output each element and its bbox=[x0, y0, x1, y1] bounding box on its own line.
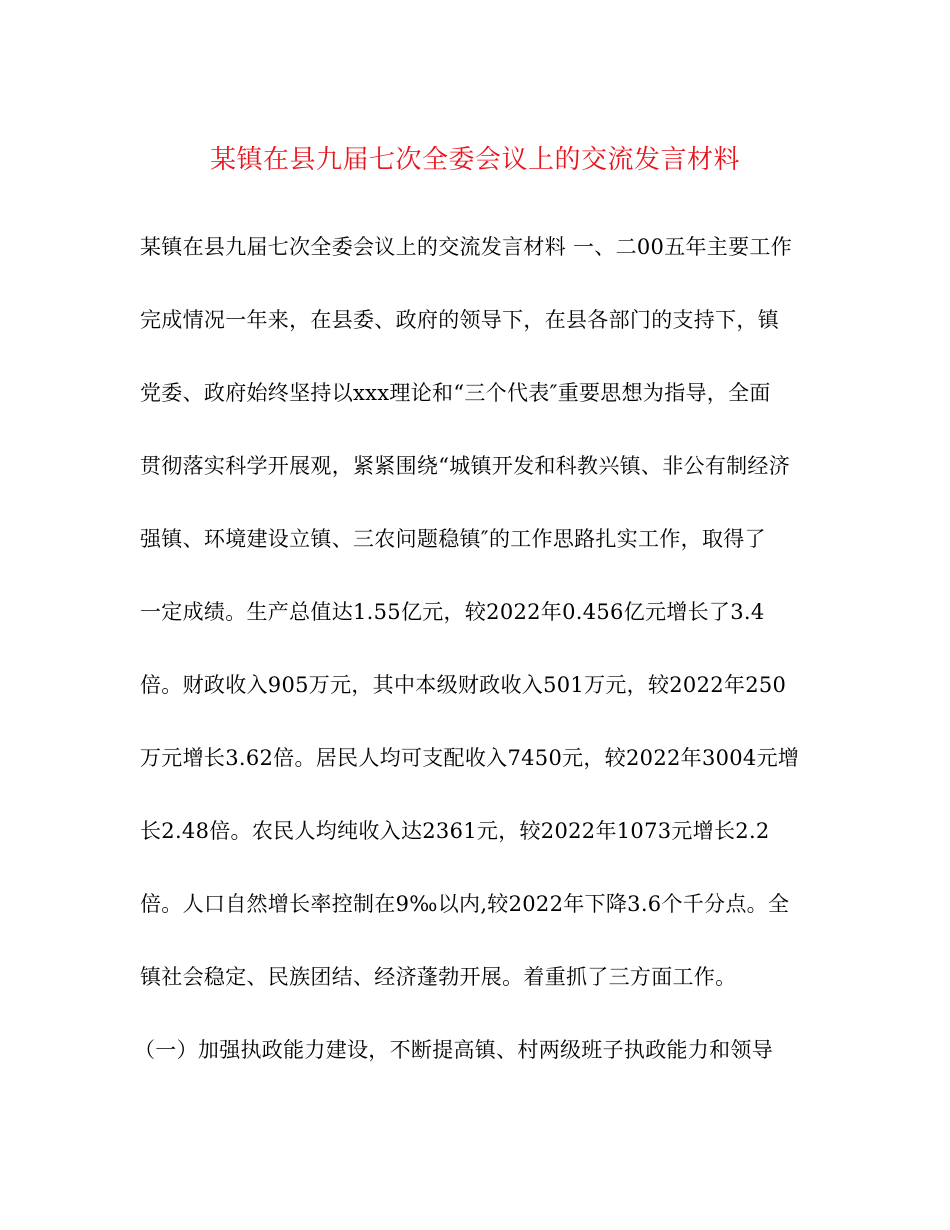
body-text-line: 倍。人口自然增长率控制在9‰以内,较2022年下降3.6个千分点。全 bbox=[140, 892, 790, 916]
body-text-line: 一定成绩。生产总值达1.55亿元，较2022年0.456亿元增长了3.4 bbox=[140, 600, 765, 624]
body-text-line: 某镇在县九届七次全委会议上的交流发言材料 一、二00五年主要工作 bbox=[140, 235, 792, 259]
body-text-line: 强镇、环境建设立镇、三农问题稳镇″的工作思路扎实工作，取得了 bbox=[140, 527, 766, 551]
body-text-line: 贯彻落实科学开展观，紧紧围绕“城镇开发和科教兴镇、非公有制经济 bbox=[140, 454, 791, 478]
document-title: 某镇在县九届七次全委会议上的交流发言材料 bbox=[209, 145, 740, 175]
body-text-line: 长2.48倍。农民人均纯收入达2361元，较2022年1073元增长2.2 bbox=[140, 819, 770, 843]
body-text-line: 倍。财政收入905万元，其中本级财政收入501万元，较2022年250 bbox=[140, 673, 787, 697]
body-text-line: 完成情况一年来，在县委、政府的领导下，在县各部门的支持下，镇 bbox=[140, 308, 779, 332]
body-text-line: 万元增长3.62倍。居民人均可支配收入7450元，较2022年3004元增 bbox=[140, 746, 800, 770]
body-text-line: 党委、政府始终坚持以xxx理论和“三个代表″重要思想为指导，全面 bbox=[140, 381, 771, 405]
body-text-line: 镇社会稳定、民族团结、经济蓬勃开展。着重抓了三方面工作。 bbox=[140, 965, 737, 989]
section-heading-line: （一）加强执政能力建设，不断提高镇、村两级班子执政能力和领导 bbox=[134, 1038, 773, 1062]
